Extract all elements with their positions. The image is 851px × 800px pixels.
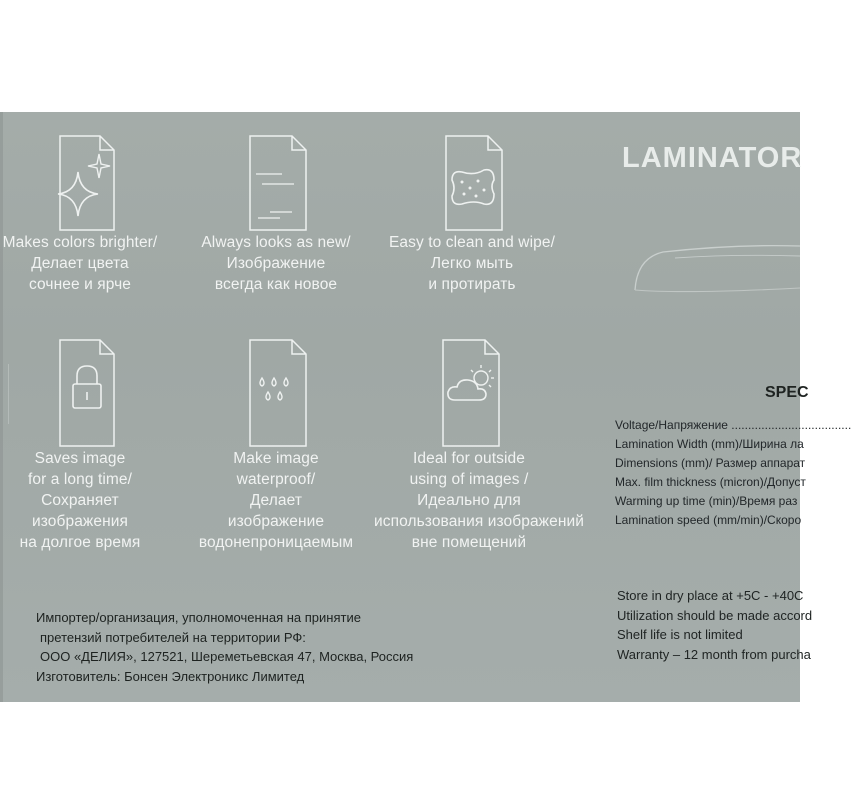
caption-line: и протирать [428,276,516,293]
feature-waterproof [181,338,371,553]
caption-line: Makes colors brighter/ [2,234,158,251]
caption-line: всегда как новое [214,276,338,293]
storage-info [617,586,817,664]
caption-line: вне помещений [411,534,527,551]
spec-row: Lamination speed (mm/min)/Скоро [615,513,802,527]
importer-info [36,608,413,686]
feature-looks-new [181,134,371,295]
storage-line: Store in dry place at +5C - +40C [617,588,804,603]
importer-line: Изготовитель: Бонсен Электроникс Лимитед [36,668,305,684]
feature-easy-clean [377,134,567,295]
new-document-icon [236,134,316,232]
caption-line: Saves image [34,450,126,467]
feature-colors-brighter [0,134,175,295]
feature-caption [181,232,371,295]
spec-row: Lamination Width (mm)/Ширина ла [615,437,804,451]
caption-line: сочнее и ярче [28,276,132,293]
feature-caption [377,232,567,295]
caption-line: изображения [31,513,129,530]
importer-line: Импортер/организация, уполномоченная на принятие [36,610,361,625]
caption-line: Easy to clean and wipe/ [388,234,555,251]
storage-line: Shelf life is not limited [617,627,743,642]
caption-line: Делает цвета [31,255,129,272]
spec-row: Max. film thickness (micron)/Допуст [615,475,806,489]
spec-list [615,416,851,530]
feature-caption [0,232,175,295]
packaging-panel [0,112,851,702]
spec-row: Dimensions (mm)/ Размер аппарат [615,456,806,470]
sponge-icon [432,134,512,232]
water-drops-icon [236,338,316,448]
feature-caption [0,448,175,553]
feature-outdoor-use [374,338,585,553]
product-title: LAMINATOR [622,142,803,174]
caption-line: изображение [227,513,325,530]
caption-line: использования изображений [374,513,585,530]
caption-line: Делает [249,492,303,509]
spec-row: Voltage/Напряжение .................................... [615,418,851,432]
caption-line: Ideal for outside [413,450,525,467]
importer-line: претензий потребителей на территории РФ: [40,629,306,645]
sun-cloud-icon [429,338,509,448]
spec-row: Warming up time (min)/Время раз [615,494,798,508]
caption-line: водонепроницаемым [198,534,354,551]
padlock-icon [40,338,120,448]
feature-caption [181,448,371,553]
feature-saves-image [0,338,175,553]
caption-line: using of images / [409,471,529,488]
caption-line: Make image [233,450,319,467]
spec-heading: SPEC [765,384,809,401]
caption-line: Сохраняет [41,492,119,509]
laminator-illustration [615,232,800,302]
caption-line: for a long time/ [27,471,133,488]
importer-line: ООО «ДЕЛИЯ», 127521, Шереметьевская 47, Москва, Россия [40,649,414,664]
caption-line: Легко мыть [430,255,514,272]
storage-line: Utilization should be made accord [617,607,813,623]
caption-line: Always looks as new/ [201,234,351,251]
caption-line: Изображение [226,255,326,272]
caption-line: на долгое время [19,534,141,551]
feature-caption [374,448,585,553]
sparkle-icon [40,134,120,232]
storage-line: Warranty – 12 month from purcha [617,646,811,662]
caption-line: Идеально для [417,492,521,509]
caption-line: waterproof/ [236,471,316,488]
